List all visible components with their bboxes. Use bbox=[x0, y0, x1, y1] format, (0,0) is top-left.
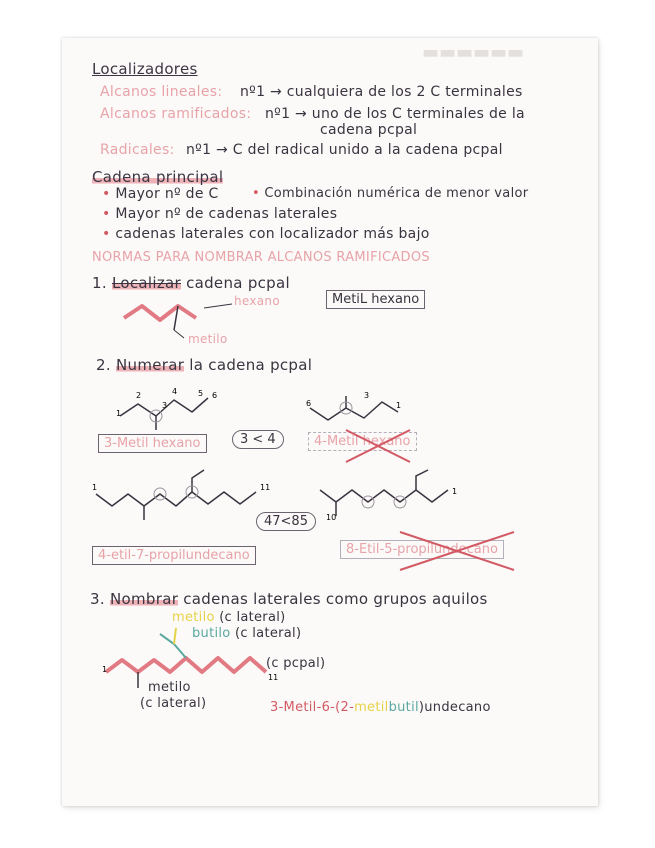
step1-answer: MetiL hexano bbox=[326, 290, 425, 309]
lineales-label: Alcanos lineales: bbox=[100, 84, 223, 100]
criterion-2: • Combinación numérica de menor valor bbox=[252, 186, 529, 201]
compare-pill-2: 47<85 bbox=[256, 512, 316, 531]
ramificados-text2: cadena pcpal bbox=[320, 122, 418, 138]
step2-right-name2: 8-Etil-5-propilundecano bbox=[340, 540, 504, 559]
hexano-label: hexano bbox=[234, 294, 280, 308]
bleed-through: ▬▬▬▬▬▬ bbox=[422, 42, 525, 63]
c-pcpal-label: (c pcpal) bbox=[266, 656, 326, 671]
svg-text:11: 11 bbox=[268, 673, 279, 682]
svg-text:1: 1 bbox=[92, 483, 98, 492]
criterion-1: • Mayor nº de C bbox=[102, 186, 219, 202]
svg-text:6: 6 bbox=[306, 399, 312, 408]
ramificados-text: nº1 → uno de los C terminales de la bbox=[265, 106, 525, 122]
step2-right-name: 4-Metil hexano bbox=[308, 432, 417, 451]
cadena-principal-title: Cadena principal bbox=[92, 168, 224, 186]
ramificados-label: Alcanos ramificados: bbox=[100, 106, 252, 122]
svg-text:4: 4 bbox=[172, 387, 178, 396]
criterion-3: • Mayor nº de cadenas laterales bbox=[102, 206, 338, 222]
compare-pill-1: 3 < 4 bbox=[232, 430, 284, 449]
svg-text:1: 1 bbox=[396, 401, 402, 410]
final-name: 3-Metil-6-(2-metilbutil)undecano bbox=[270, 700, 491, 715]
svg-text:1: 1 bbox=[102, 665, 108, 674]
svg-text:3: 3 bbox=[162, 401, 168, 410]
radicales-label: Radicales: bbox=[100, 142, 175, 158]
step2-left-name: 3-Metil hexano bbox=[98, 434, 207, 453]
metilo-label: metilo bbox=[188, 332, 228, 346]
step2-heading: 2. Numerar la cadena pcpal bbox=[96, 356, 313, 374]
c-lateral-bottom-label: (c lateral) bbox=[140, 696, 207, 711]
svg-text:6: 6 bbox=[212, 391, 218, 400]
lineales-text: nº1 → cualquiera de los 2 C terminales bbox=[240, 84, 523, 100]
step2-molecule-right bbox=[306, 386, 416, 430]
normas-title: NORMAS PARA NOMBRAR ALCANOS RAMIFICADOS bbox=[92, 250, 430, 265]
criterion-4: • cadenas laterales con localizador más bajo bbox=[102, 226, 430, 242]
cross-out-mark-1 bbox=[344, 428, 414, 464]
step2-molecule-right2 bbox=[316, 468, 466, 524]
svg-text:3: 3 bbox=[364, 391, 370, 400]
svg-text:10: 10 bbox=[326, 513, 337, 522]
step2-molecule-left2 bbox=[92, 466, 272, 522]
butilo-label: butilo (c lateral) bbox=[192, 626, 302, 641]
notebook-page bbox=[62, 38, 598, 806]
metilo-bottom-label: metilo bbox=[148, 680, 191, 695]
step2-left-name2: 4-etil-7-propilundecano bbox=[92, 546, 256, 565]
svg-text:5: 5 bbox=[198, 389, 204, 398]
step3-molecule bbox=[102, 614, 282, 694]
svg-text:1: 1 bbox=[116, 409, 122, 418]
svg-text:2: 2 bbox=[136, 391, 142, 400]
radicales-text: nº1 → C del radical unido a la cadena pcpal bbox=[186, 142, 503, 158]
step3-heading: 3. Nombrar cadenas laterales como grupos aquilos bbox=[90, 590, 488, 608]
step1-heading: 1. Localizar cadena pcpal bbox=[92, 274, 290, 292]
metilo-top-label: metilo (c lateral) bbox=[172, 610, 286, 625]
cross-out-mark-2 bbox=[398, 530, 518, 574]
svg-text:1: 1 bbox=[452, 487, 458, 496]
step2-molecule-left bbox=[116, 386, 226, 430]
localizadores-title: Localizadores bbox=[92, 60, 198, 78]
svg-text:11: 11 bbox=[260, 483, 271, 492]
